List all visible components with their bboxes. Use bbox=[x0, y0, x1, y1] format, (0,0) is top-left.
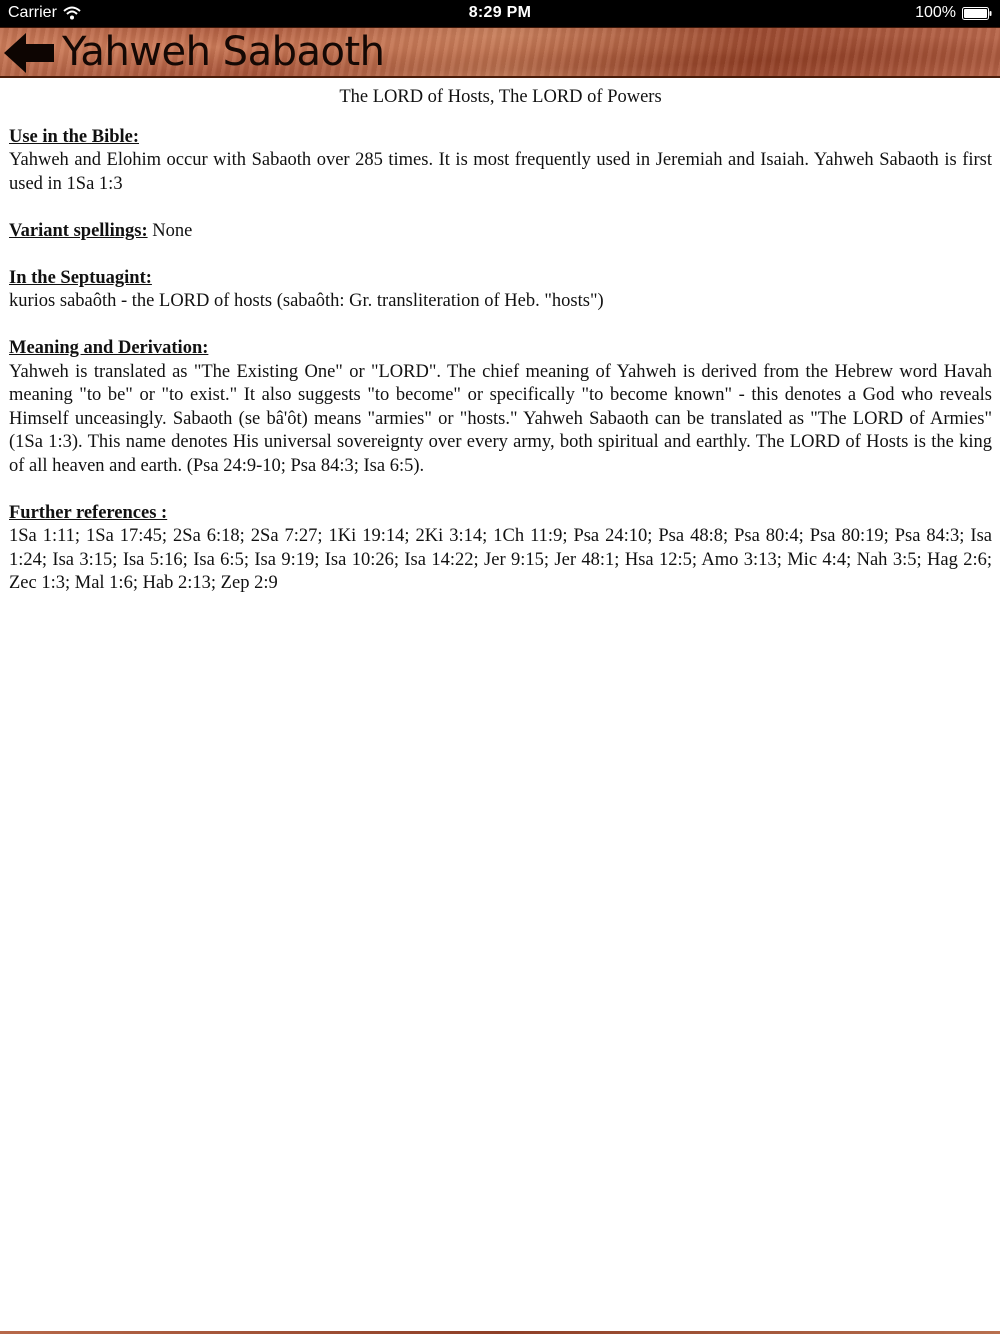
carrier-label: Carrier bbox=[8, 4, 57, 21]
section-text: Yahweh is translated as "The Existing One" or "LORD". The chief meaning of Yahweh is derived from the Hebrew word Havah meaning "to be" or "to exist." It also suggests "to become" or specifically "to become known" - this denotes a God who reveals Himself unceasingly. Sabaoth (se bâ'ôt) means "armies" or "hosts." Yahweh Sabaoth can be translated as "The LORD of Armies" (1Sa 1:3). This name denotes His universal sovereignty over every army, both spiritual and earthly. The LORD of Hosts is the king of all heaven and earth. (Psa 24:9-10; Psa 84:3; Isa 6:5). bbox=[9, 361, 992, 476]
subtitle: The LORD of Hosts, The LORD of Powers bbox=[339, 87, 662, 107]
section-use-in-bible bbox=[9, 126, 992, 197]
battery-percent: 100% bbox=[915, 4, 956, 21]
section-heading: Use in the Bible: bbox=[9, 126, 140, 147]
section-text: kurios sabaôth - the LORD of hosts (sabaôth: Gr. transliteration of Heb. "hosts") bbox=[9, 291, 604, 311]
section-further-references bbox=[9, 502, 992, 596]
section-heading: Variant spellings: bbox=[9, 220, 148, 241]
section-text: None bbox=[152, 220, 193, 241]
section-meaning-derivation bbox=[9, 337, 992, 478]
section-heading: Further references : bbox=[9, 502, 168, 523]
section-septuagint bbox=[9, 267, 992, 314]
header-banner bbox=[0, 27, 1000, 78]
back-button[interactable] bbox=[2, 31, 56, 75]
battery-icon bbox=[962, 7, 992, 20]
section-text: 1Sa 1:11; 1Sa 17:45; 2Sa 6:18; 2Sa 7:27; 1Ki 19:14; 2Ki 3:14; 1Ch 11:9; Psa 24:10; Psa 48:8; Psa 80:4; Psa 80:19; Psa 84:3; Isa 1:24; Isa 3:15; Isa 5:16; Isa 6:5; Isa 9:19; Isa 10:26; Isa 14:22; Jer 9:15; Jer 48:1; Hsa 12:5; Amo 3:13; Mic 4:4; Nah 3:5; Hag 2:6; Zec 1:3; Mal 1:6; Hab 2:13; Zep 2:9 bbox=[9, 526, 992, 593]
section-heading: In the Septuagint: bbox=[9, 267, 152, 288]
section-text: Yahweh and Elohim occur with Sabaoth over 285 times. It is most frequently used in Jeremiah and Isaiah. Yahweh Sabaoth is first used in 1Sa 1:3 bbox=[9, 150, 992, 194]
status-right bbox=[915, 4, 992, 22]
section-heading: Meaning and Derivation: bbox=[9, 338, 209, 358]
content-body bbox=[9, 86, 992, 619]
status-time: 8:29 PM bbox=[468, 4, 532, 21]
section-variant-spellings bbox=[9, 220, 992, 244]
arrow-left-icon bbox=[2, 31, 56, 75]
status-bar bbox=[0, 0, 1000, 27]
page-title: Yahweh Sabaoth bbox=[62, 29, 385, 75]
